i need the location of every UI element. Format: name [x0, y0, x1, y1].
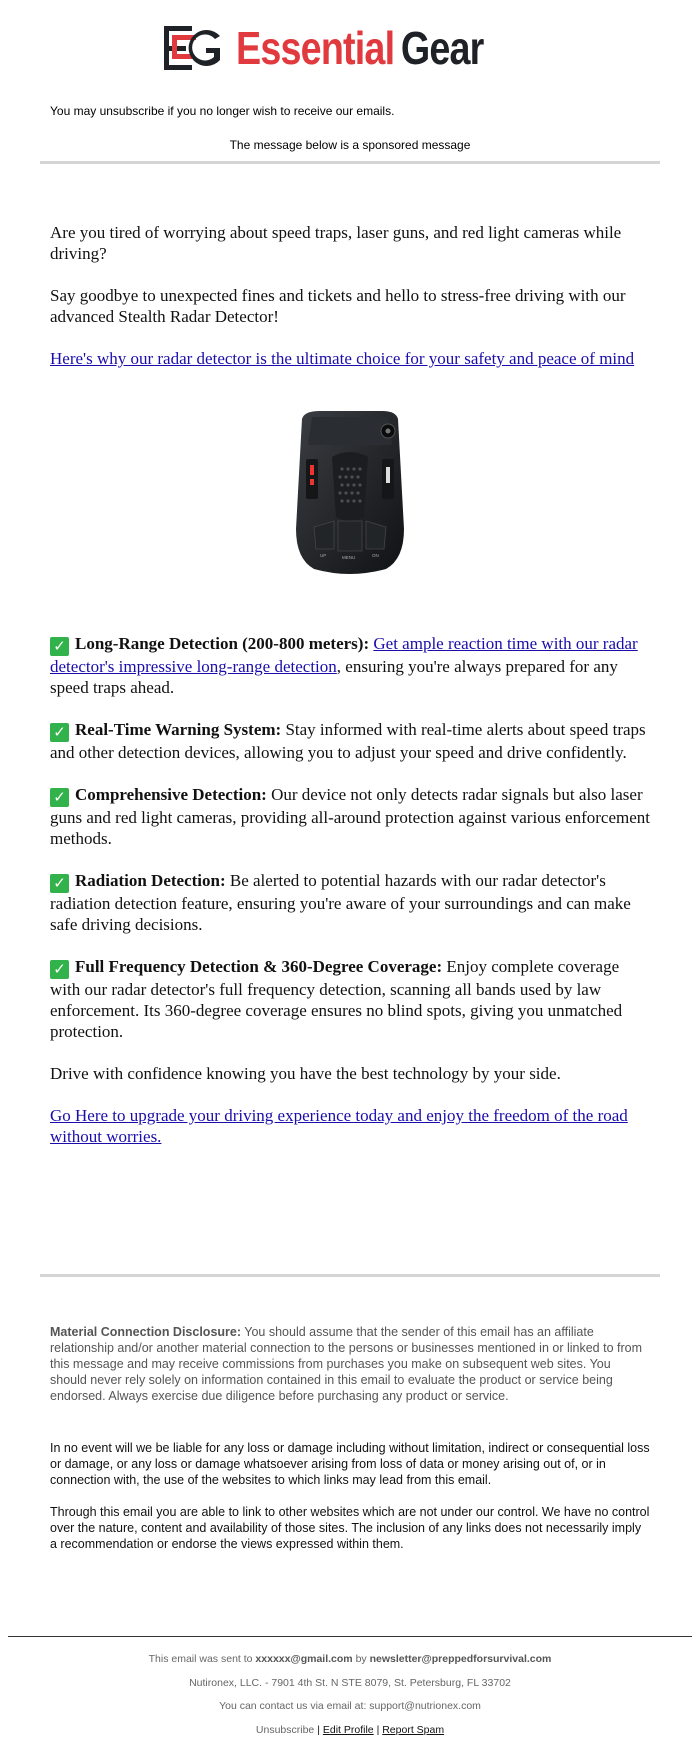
feature-title: Radiation Detection: [75, 871, 226, 890]
edit-profile-link[interactable]: Edit Profile [322, 1723, 374, 1736]
email-container [40, 0, 660, 1552]
sent-to-line [0, 1651, 700, 1675]
bottom-divider [40, 1274, 660, 1277]
feature-text: Be alerted to potential hazards with our radar detector's radiation detection feature, ensuring you're aware of your surroundings and can make safe driving decisions. [50, 871, 631, 934]
feature-text: , ensuring you're always prepared for any speed traps ahead. [50, 657, 618, 697]
feature-item [50, 719, 650, 763]
footer-actions [0, 1722, 700, 1746]
sender-email: newsletter@preppedforsurvival.com [369, 1653, 552, 1665]
legal-liability: In no event will we be liable for any loss or damage including without limitation, indirect or consequential loss or damage, or any loss or damage whatsoever arising from loss of data or money arising out of, or in connection with, the use of the websites to which links may lead from this email. [50, 1441, 650, 1487]
footer-separator: | [376, 1723, 380, 1736]
intro-paragraph-3 [50, 348, 650, 369]
company-address: Nutironex, LLC. - 7901 4th St. N STE 8079, St. Petersburg, FL 33702 [189, 1676, 511, 1689]
sent-by: by [355, 1653, 367, 1665]
brand-word-gear: Gear [400, 22, 484, 74]
feature-item [50, 633, 650, 698]
why-radar-detector-link[interactable]: Here's why our radar detector is the ultimate choice for your safety and peace of mind [50, 349, 635, 368]
feature-title: Real-Time Warning System: [75, 720, 282, 739]
feature-item [50, 956, 650, 1042]
check-mark-icon: ✓ [50, 960, 69, 979]
product-label-menu: MENU [342, 555, 356, 560]
radar-detector-image [290, 409, 410, 575]
product-label-on: ON [372, 553, 379, 558]
footer-separator: | [317, 1723, 320, 1736]
sent-prefix: This email was sent to [148, 1653, 253, 1665]
feature-title: Full Frequency Detection & 360-Degree Coverage: [75, 957, 443, 976]
feature-title: Comprehensive Detection: [75, 785, 267, 804]
contact-line: You can contact us via email at: support@nutrionex.com [219, 1700, 481, 1712]
feature-text: Stay informed with real-time alerts about speed traps and other detection devices, allowing you to adjust your speed and drive confidently. [50, 720, 646, 762]
feature-text: Enjoy complete coverage with our radar detector's full frequency detection, scanning all bands used by law enforcement. Its 360-degree coverage ensures no blind spots, giving you unmatched protection. [50, 957, 623, 1041]
long-range-detection-link[interactable]: Get ample reaction time with our radar detector's impressive long-range detection [50, 634, 638, 676]
email-body [40, 222, 660, 1147]
check-mark-icon: ✓ [50, 637, 69, 656]
legal-section [40, 1440, 660, 1552]
disclosure-label: Material Connection Disclosure: [50, 1325, 242, 1339]
report-spam-link[interactable]: Report Spam [382, 1723, 445, 1736]
intro-paragraph-2: Say goodbye to unexpected fines and tickets and hello to stress-free driving with our advanced Stealth Radar Detector! [50, 286, 626, 326]
legal-external-links: Through this email you are able to link to other websites which are not under our control. We have no control over the nature, content and availability of those sites. The inclusion of any links does not necessarily imply a recommendation or endorse the views expressed within them. [50, 1505, 650, 1551]
material-disclosure [40, 1324, 660, 1404]
eg-monogram-icon [162, 24, 224, 72]
product-label-up: UP [320, 553, 327, 558]
feature-title: Long-Range Detection (200-800 meters): [75, 634, 370, 653]
upgrade-cta-link[interactable]: Go Here to upgrade your driving experience today and enjoy the freedom of the road without worries. [50, 1106, 628, 1146]
top-divider [40, 161, 660, 164]
feature-text: Our device not only detects radar signals but also laser guns and red light cameras, providing all-around protection against various enforcement methods. [50, 785, 651, 848]
disclosure-text: You should assume that the sender of this email has an affiliate relationship and/or another material connection to the persons or businesses mentioned in or linked to from this message and may receive commissions from purchases you make on subsequent web sites. You should never rely solely on information contained in this email to evaluate the product or service being endorsed. Always exercise due diligence before purchasing any product or service. [50, 1325, 643, 1403]
brand-wordmark [236, 22, 484, 74]
check-mark-icon: ✓ [50, 788, 69, 807]
unsubscribe-notice: You may unsubscribe if you no longer wish to receive our emails. [50, 104, 395, 118]
footer-divider [8, 1636, 692, 1637]
sponsored-notice: The message below is a sponsored message [229, 138, 471, 152]
closing-paragraph: Drive with confidence knowing you have the best technology by your side. [50, 1064, 561, 1083]
brand-word-essential: Essential [236, 22, 395, 74]
intro-paragraph-1: Are you tired of worrying about speed traps, laser guns, and red light cameras while driving? [50, 223, 622, 263]
check-mark-icon: ✓ [50, 874, 69, 893]
unsubscribe-link[interactable]: Unsubscribe [255, 1723, 315, 1736]
brand-logo[interactable] [40, 0, 660, 88]
email-footer [0, 1651, 700, 1745]
recipient-email: xxxxxx@gmail.com [255, 1653, 353, 1665]
check-mark-icon: ✓ [50, 723, 69, 742]
product-image[interactable] [50, 409, 650, 597]
cta-paragraph [50, 1105, 650, 1147]
feature-item [50, 784, 650, 849]
feature-item [50, 870, 650, 935]
